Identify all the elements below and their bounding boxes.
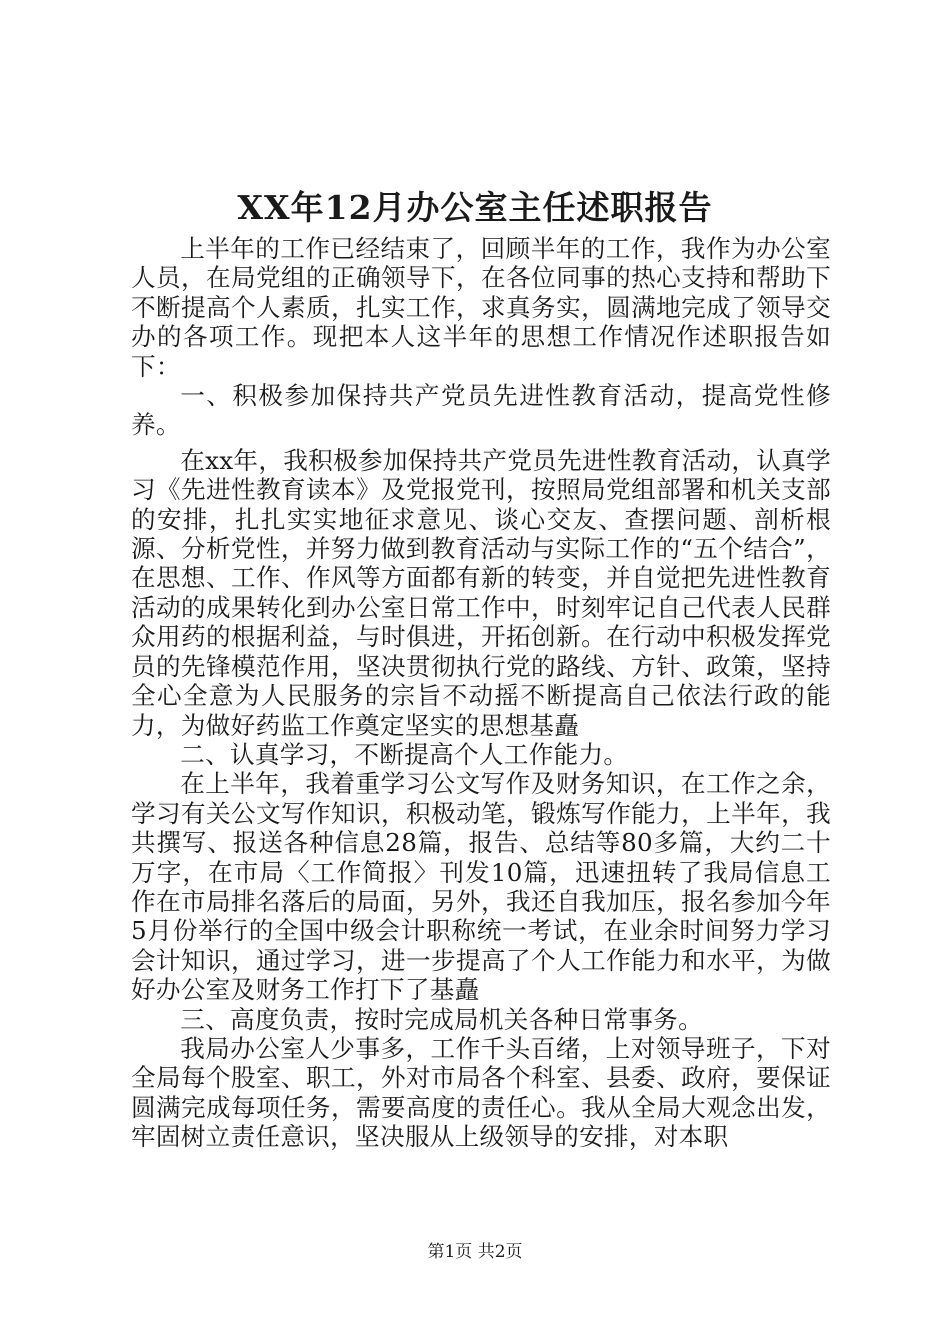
paragraph-section-2: 在上半年，我着重学习公文写作及财务知识，在工作之余，学习有关公文写作知识，积极动笔，锻炼写作能力，上半年，我共撰写、报送各种信息28篇，报告、总结等80多篇，大约二十万字，在市局〈工作简报〉刊发10篇，迅速扭转了我局信息工作在市局排名落后的局面，另外，我还自我加压，报名参加今年5月份举行的全国中级会计职称统一考试，在业余时间努力学习会计知识，通过学习，进一步提高了个人工作能力和水平，为做好办公室及财务工作打下了基矗 [131, 769, 831, 1005]
section-heading-3: 三、高度负责，按时完成局机关各种日常事务。 [180, 1004, 703, 1034]
paragraph-section-3: 我局办公室人少事多，工作千头百绪，上对领导班子，下对全局每个股室、职工，外对市局各个科室、县委、政府，要保证圆满完成每项任务，需要高度的责任心。我从全局大观念出发，牢固树立责任意识，坚决服从上级领导的安排，对本职 [131, 1033, 831, 1152]
section-heading-1: 一、积极参加保持共产党员先进性教育活动，提高党性修养。 [131, 381, 831, 440]
paragraph-intro: 上半年的工作已经结束了，回顾半年的工作，我作为办公室人员，在局党组的正确领导下，在各位同事的热心支持和帮助下不断提高个人素质，扎实工作，求真务实，圆满地完成了领导交办的各项工作。现把本人这半年的思想工作情况作述职报告如下： [131, 234, 831, 381]
page-number-footer: 第1页 共2页 [427, 1242, 523, 1262]
document-body [131, 234, 831, 1152]
document-title: XX年12月办公室主任述职报告 [237, 188, 713, 227]
section-heading-2: 二、认真学习，不断提高个人工作能力。 [180, 739, 629, 769]
paragraph-section-1: 在xx年，我积极参加保持共产党员先进性教育活动，认真学习《先进性教育读本》及党报党刊，按照局党组部署和机关支部的安排，扎扎实实地征求意见、谈心交友、查摆问题、剖析根源、分析党性，并努力做到教育活动与实际工作的“五个结合”，在思想、工作、作风等方面都有新的转变，并自觉把先进性教育活动的成果转化到办公室日常工作中，时刻牢记自己代表人民群众用药的根据利益，与时俱进，开拓创新。在行动中积极发挥党员的先锋模范作用，坚决贯彻执行党的路线、方针、政策，坚持全心全意为人民服务的宗旨不动摇不断提高自己依法行政的能力，为做好药监工作奠定坚实的思想基矗 [131, 445, 831, 740]
